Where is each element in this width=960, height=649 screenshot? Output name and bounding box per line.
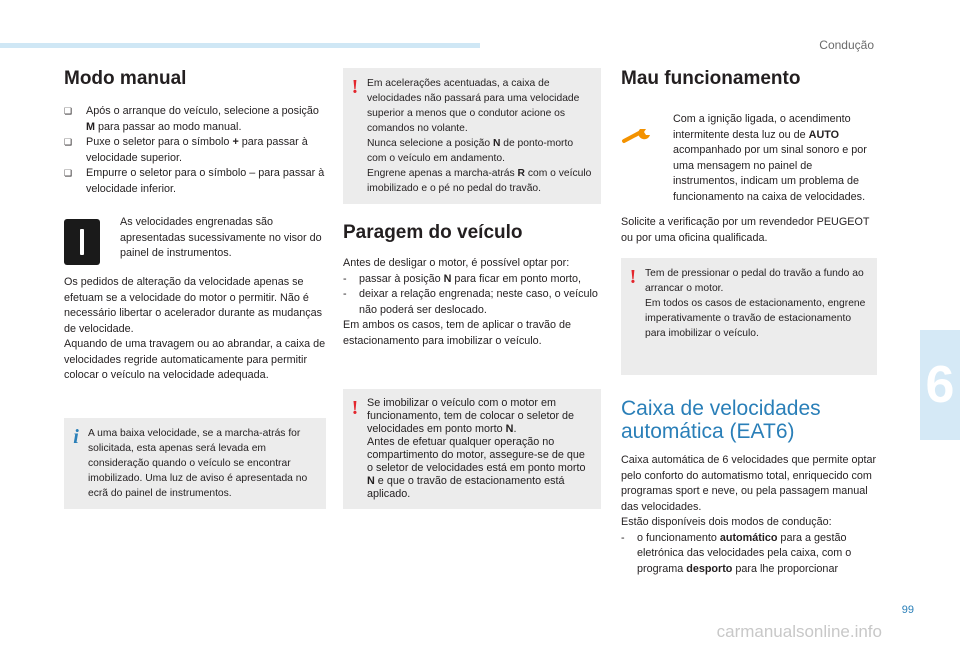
- warning-box-acceleration: ! Em acelerações acentuadas, a caixa de velocidades não passará para uma velocidade superior a menos que o condutor acione os comandos no volante. Nunca selecione a posição N de ponto-morto com o veículo em andamento. Engrene apenas a marcha-atrás R com o veículo imobilizado e o pé no pedal do travão.: [343, 68, 601, 204]
- column-malfunction: [621, 62, 877, 577]
- page-number: 99: [901, 604, 914, 616]
- checkbox-bullet-icon: ❏: [64, 137, 73, 147]
- fault-block: [621, 112, 877, 205]
- bullet-item: ❏ Puxe o seletor para o símbolo + para passar à velocidade superior.: [64, 135, 326, 166]
- header-bar: [0, 43, 480, 48]
- warning-box-brake: [621, 258, 877, 375]
- column-manual-mode: [64, 62, 326, 509]
- bullet-list: [64, 104, 326, 197]
- gear-display-text: As velocidades engrenadas são apresentadas sucessivamente no visor do painel de instrumentos.: [120, 216, 322, 259]
- fault-text: Com a ignição ligada, o acendimento intermitente desta luz ou de AUTO acompanhado por um sinal sonoro e por uma mensagem no painel de instrumentos, indicam um problema de funcionamento na caixa de velocidades.: [673, 113, 867, 203]
- gear-display-icon: [64, 219, 100, 265]
- warning-icon: !: [351, 397, 359, 419]
- bullet-item: ❏ Empurre o seletor para o símbolo – para passar à velocidade inferior.: [64, 166, 326, 197]
- checkbox-bullet-icon: ❏: [64, 168, 73, 178]
- warning-brake-text: Tem de pressionar o pedal do travão a fundo ao arrancar o motor. Em todos os casos de estacionamento, engrene imperativamente o travão de estacionamento para imobilizar o veículo.: [645, 268, 866, 339]
- section-heading-malfunction: Mau funcionamento: [621, 68, 801, 89]
- stopping-intro: Antes de desligar o motor, é possível optar por:: [343, 257, 570, 269]
- watermark: carmanualsonline.info: [716, 622, 882, 641]
- warning-icon: !: [629, 266, 637, 288]
- wrench-icon: [621, 112, 673, 150]
- dash-item: - passar à posição N para ficar em ponto morto,: [343, 272, 582, 285]
- dash-item: - o funcionamento automático para a gestão eletrónica das velocidades pela caixa, com o programa desporto para lhe proporcionar: [621, 531, 852, 575]
- section-heading-manual-mode: Modo manual: [64, 68, 187, 89]
- warning-icon: !: [351, 76, 359, 98]
- gear-display-block: [64, 215, 326, 265]
- bullet-item: ❏ Após o arranque do veículo, selecione a posição M para passar ao modo manual.: [64, 104, 326, 135]
- manual-mode-body: Os pedidos de alteração da velocidade apenas se efetuam se a velocidade do motor o permitir. Não é necessário libertar o acelerador durante as mudanças de velocidade. Aquando de uma travagem ou ao abrandar, a caixa de velocidades regride automaticamente para permitir colocar o veículo na velocidade adequada.: [64, 276, 326, 381]
- column-stopping: [343, 62, 601, 509]
- info-box: [64, 418, 326, 509]
- section-title: Condução: [819, 38, 874, 52]
- section-heading-stopping: Paragem do veículo: [343, 222, 523, 243]
- service-text: Solicite a verificação por um revendedor PEUGEOT ou por uma oficina qualificada.: [621, 216, 870, 244]
- automatic-intro: Caixa automática de 6 velocidades que permite optar pelo conforto do automatismo total, enriquecido com programas sport e neve, ou pela passagem manual das velocidades. Estão disponíveis dois modos de condução:: [621, 454, 877, 528]
- info-icon: i: [73, 425, 79, 448]
- info-box-text: A uma baixa velocidade, se a marcha-atrás for solicitada, esta apenas será levada em consideração quando o veículo se encontrar imobilizado. Uma luz de aviso é apresentada no ecrã do painel de instrumentos.: [88, 427, 308, 499]
- checkbox-bullet-icon: ❏: [64, 106, 73, 116]
- warning-box-immobilize: ! Se imobilizar o veículo com o motor em funcionamento, tem de colocar o seletor de velocidades em ponto morto N. Antes de efetuar qualquer operação no compartimento do motor, assegure-se de que o seletor de velocidades está em ponto morto N e que o travão de estacionamento está aplicado.: [343, 389, 601, 509]
- section-heading-automatic: Caixa de velocidades automática (EAT6): [621, 397, 821, 443]
- dash-item: - deixar a relação engrenada; neste caso, o veículo não poderá ser deslocado.: [343, 288, 598, 316]
- chapter-tab: 6: [920, 330, 960, 440]
- stopping-outro: Em ambos os casos, tem de aplicar o travão de estacionamento para imobilizar o veículo.: [343, 319, 572, 347]
